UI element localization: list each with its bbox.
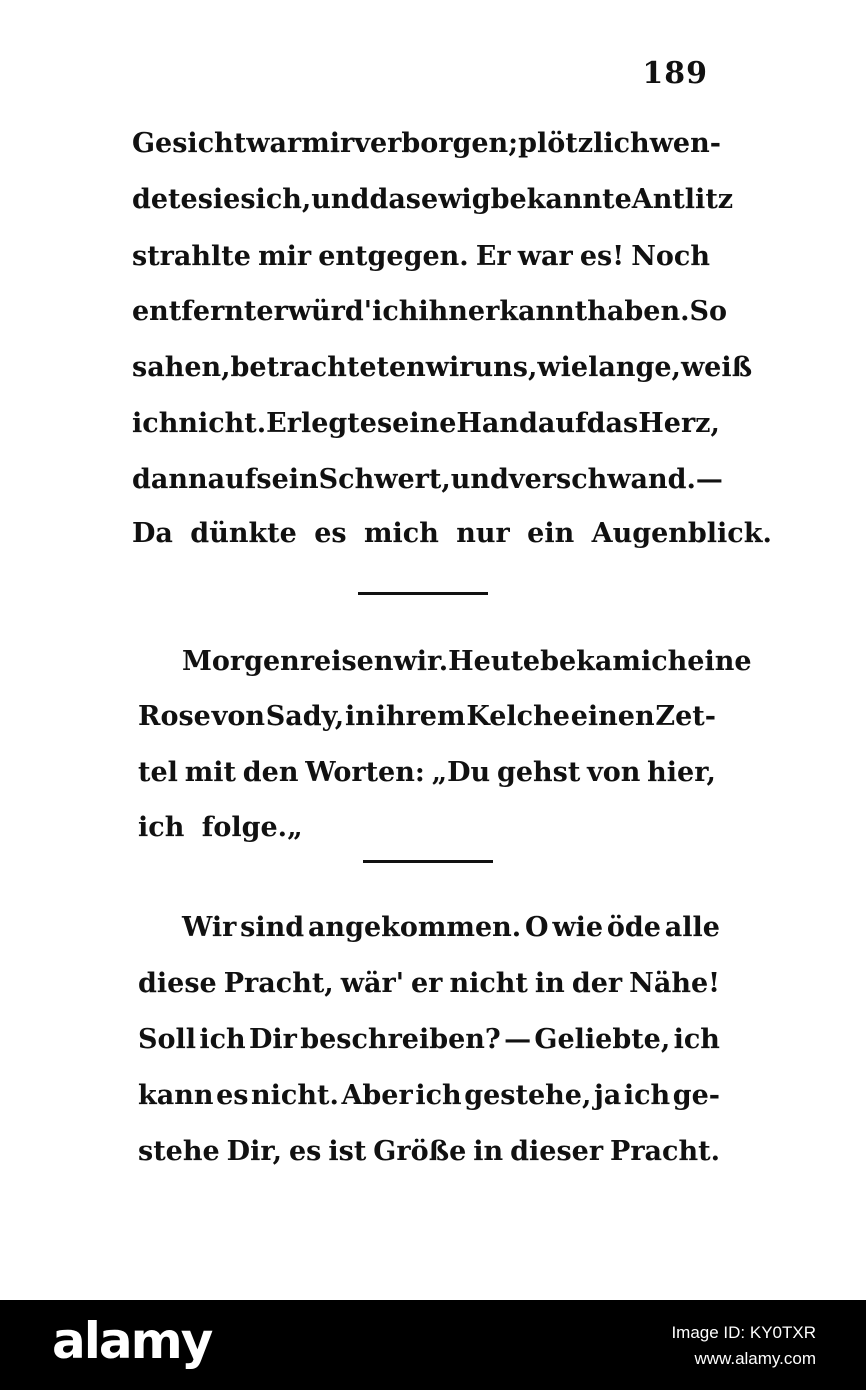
text-line: entfernter würd' ich ihn erkannt haben. So [132,296,727,327]
page-number: 189 [642,56,708,91]
text-line: sahen, betrachteten wir uns, wie lange, weiß [132,352,753,383]
watermark-meta [671,1320,816,1372]
section-divider [363,860,493,863]
watermark-banner [0,1300,866,1390]
text-line: kann es nicht. Aber ich gestehe, ja ich ge- [138,1080,720,1111]
text-line: diese Pracht, wär' er nicht in der Nähe! [138,968,720,999]
alamy-logo: alamy [52,1312,212,1370]
site-url: www.alamy.com [694,1349,816,1368]
image-id-label: Image ID: KY0TXR [671,1323,816,1342]
text-line: Gesicht war mir verborgen; plötzlich wen- [132,128,721,159]
section-divider [358,592,488,595]
text-line: Soll ich Dir beschreiben? — Geliebte, ich [138,1024,720,1055]
text-line: ich nicht. Er legte seine Hand auf das Herz, [132,408,720,439]
text-line: ich folge.„ [138,812,303,843]
text-line: Rose von Sady, in ihrem Kelche einen Zet- [138,701,716,732]
text-line: strahlte mir entgegen. Er war es! Noch [132,241,710,272]
text-line: dete sie sich, und das ewig bekannte Antlitz [132,184,734,215]
text-line: dann auf sein Schwert, und verschwand. — [132,464,723,495]
text-line: Wir sind angekommen. O wie öde alle [182,912,720,943]
text-line: Da dünkte es mich nur ein Augenblick. [132,518,772,549]
text-line: stehe Dir, es ist Größe in dieser Pracht. [138,1136,720,1167]
text-line: Morgen reisen wir. Heute bekam ich eine [182,646,752,677]
text-line: tel mit den Worten: „Du gehst von hier, [138,757,716,788]
